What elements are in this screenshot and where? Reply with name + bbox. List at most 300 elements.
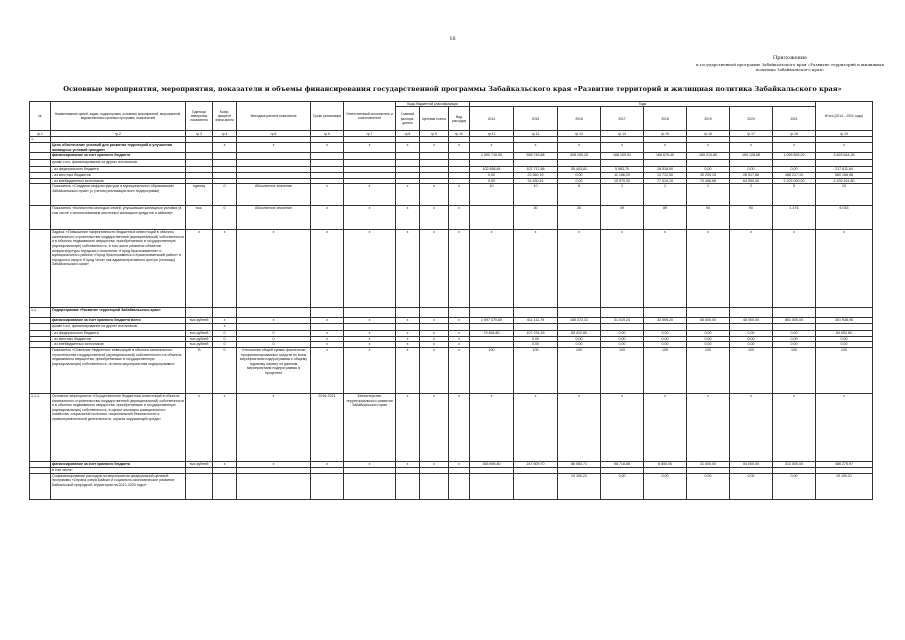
table-cell [514, 324, 558, 331]
table-cell [558, 160, 601, 167]
table-cell: x [237, 143, 311, 153]
table-cell: 0 [237, 331, 311, 337]
table-cell: x [311, 206, 344, 230]
table-cell [344, 308, 396, 318]
row-name-cell: кроме того, финансирование из других источников: [51, 160, 186, 167]
table-cell: x [449, 184, 470, 206]
table-cell: 168 109,51 [601, 153, 644, 160]
table-cell: x [396, 143, 420, 153]
table-cell [470, 206, 514, 230]
table-cell: 0,00 [730, 331, 773, 337]
table-cell: x [237, 230, 311, 308]
table-cell: x [558, 230, 601, 308]
table-cell: 165 210,80 [687, 153, 730, 160]
table-cell: 10 [514, 184, 558, 206]
table-cell: 1 [601, 184, 644, 206]
table-cell: x [730, 230, 773, 308]
table-cell: 102 658,84 [470, 167, 514, 173]
table-cell: 0,00 [687, 336, 730, 342]
table-cell: x [237, 393, 311, 461]
table-cell: x [213, 461, 237, 467]
table-row [30, 393, 873, 461]
table-header [30, 102, 873, 137]
table-cell: x [420, 347, 449, 393]
table-cell: x [420, 331, 449, 337]
table-cell [420, 160, 449, 167]
table-cell: x [344, 347, 396, 393]
table-cell: 0,00 [773, 331, 816, 337]
table-cell: 411 111,79 [514, 318, 558, 324]
table-cell: x [344, 143, 396, 153]
table-cell: x [311, 342, 344, 348]
table-row [30, 473, 873, 499]
table-cell: 0,00 [773, 342, 816, 348]
column-number: гр.2 [51, 131, 186, 137]
table-cell: 100 [514, 347, 558, 393]
table-cell: 86 083,71 [558, 461, 601, 467]
table-cell [601, 324, 644, 331]
table-cell [687, 324, 730, 331]
table-cell: 100 [687, 347, 730, 393]
table-cell: x [344, 318, 396, 324]
table-cell: 70 496,68 [687, 178, 730, 184]
table-cell [213, 153, 237, 160]
table-cell: 308 199,25 [558, 153, 601, 160]
table-cell: Отношение общей суммы фактически профинансированных средств по всем мероприятиям подпрограммы к общему годовому лимиту по данным мероприятиям подпрограммы в процентах [237, 347, 311, 393]
table-cell: 166 679,40 [644, 153, 687, 160]
row-name-cell: - из местных бюджетов [51, 336, 186, 342]
table-cell: x [420, 184, 449, 206]
column-number: гр.12 [514, 131, 558, 137]
column-number: гр.8 [396, 131, 420, 137]
row-name-cell: - из внебюджетных источников [51, 342, 186, 348]
table-cell: x [514, 393, 558, 461]
table-cell [558, 324, 601, 331]
table-cell: 79 464,80 [470, 331, 514, 337]
table-cell: 15 575,30 [601, 178, 644, 184]
row-name-cell: в том числе: [51, 467, 186, 473]
column-number: гр.15 [644, 131, 687, 137]
column-number: гр.18 [773, 131, 816, 137]
table-cell: x [213, 324, 237, 331]
table-cell [186, 324, 213, 331]
row-name-cell: Софинансирование расходов на мероприятия федеральной целевой программы «Охрана озера Байкал и социально-экономическое развитие Байкальской природной территории на 2012-2020 годы» [51, 473, 186, 499]
table-cell: x [344, 230, 396, 308]
table-cell: x [449, 342, 470, 348]
table-cell: 6 015 [816, 206, 873, 230]
table-cell: 107 717,88 [514, 167, 558, 173]
table-cell: x [449, 393, 470, 461]
table-cell [311, 473, 344, 499]
table-cell: 55 443,81 [558, 167, 601, 173]
table-cell [186, 308, 213, 318]
header-name: Наименование целей, задач, подпрограмм, основных мероприятий, мероприятий, ведомственных целевых программ, показателей [51, 102, 186, 131]
table-cell [420, 473, 449, 499]
table-cell: единиц [186, 184, 213, 206]
table-cell: x [420, 230, 449, 308]
table-cell: 1 099 893,20 [773, 153, 816, 160]
table-cell: x [344, 342, 396, 348]
table-cell [311, 153, 344, 160]
table-cell: 0,00 [644, 473, 687, 499]
table-cell: тыс.рублей [186, 336, 213, 342]
table-cell: x [470, 393, 514, 461]
row-name-cell: Цель обеспечение условий для развития территорий и улучшения жилищных условий граждан» [51, 143, 186, 153]
table-cell [644, 160, 687, 167]
table-cell: 0 [237, 336, 311, 342]
table-cell: 10 [816, 184, 873, 206]
table-cell: 301 938,95 [816, 318, 873, 324]
table-cell [396, 324, 420, 331]
table-cell: 30 [514, 206, 558, 230]
table-cell: 0 [213, 206, 237, 230]
table-cell: 28 517,88 [730, 172, 773, 178]
table-cell [311, 324, 344, 331]
table-cell: 16 518,90 [644, 167, 687, 173]
table-cell: 100 [730, 347, 773, 393]
row-name-cell: - из местных бюджетов [51, 172, 186, 178]
header-unit: Единица измерения показателя [186, 102, 213, 131]
table-cell: 100 [816, 347, 873, 393]
table-cell [514, 473, 558, 499]
table-cell: 0,00 [470, 178, 514, 184]
table-cell: 596 745,88 [514, 153, 558, 160]
table-cell: тыс. [186, 206, 213, 230]
table-cell: 0,00 [644, 331, 687, 337]
header-year: 2020 [730, 107, 773, 131]
table-cell: 65 000,00 [687, 318, 730, 324]
table-cell: % [186, 347, 213, 393]
table-cell: x [311, 230, 344, 308]
table-cell: x [311, 461, 344, 467]
table-cell: 94 [687, 206, 730, 230]
table-cell: 0,00 [773, 336, 816, 342]
table-cell [644, 308, 687, 318]
column-number: гр.5 [237, 131, 311, 137]
table-cell [237, 324, 311, 331]
table-cell: 0,00 [644, 336, 687, 342]
table-cell: x [396, 184, 420, 206]
table-cell: x [344, 461, 396, 467]
table-cell: 100 [644, 347, 687, 393]
table-cell: x [730, 393, 773, 461]
table-cell [30, 160, 51, 167]
column-number: гр.9 [420, 131, 449, 137]
table-cell: тыс.рублей [186, 318, 213, 324]
table-cell: 98 718,86 [601, 461, 644, 467]
table-cell: 1. [30, 137, 51, 143]
table-cell: 31 019,24 [601, 318, 644, 324]
table-cell [470, 324, 514, 331]
column-number: гр.7 [344, 131, 396, 137]
table-cell: 0,00 [601, 342, 644, 348]
table-cell: x [396, 318, 420, 324]
table-cell: 19 190,21 [816, 473, 873, 499]
table-cell: 107 234,39 [514, 331, 558, 337]
table-cell: x [644, 143, 687, 153]
table-cell: 1 [644, 184, 687, 206]
table-cell: 365 896,80 [470, 461, 514, 467]
header-year: 2016 [558, 107, 601, 131]
table-cell: 0,00 [514, 342, 558, 348]
table-cell [311, 160, 344, 167]
table-cell: 0,00 [773, 473, 816, 499]
table-cell [30, 153, 51, 160]
table-cell: x [449, 318, 470, 324]
row-name-cell: кроме того, финансирование из других источников: [51, 324, 186, 331]
table-cell: 247 609,70 [514, 461, 558, 467]
table-cell: x [396, 342, 420, 348]
appendix-line-2: политика Забайкальского края» [755, 67, 825, 73]
table-cell [470, 308, 514, 318]
table-cell: 0,00 [601, 336, 644, 342]
program-table [29, 101, 873, 500]
table-cell: 31 630,51 [514, 178, 558, 184]
table-cell [30, 473, 51, 499]
table-cell: 77 519,19 [644, 178, 687, 184]
table-cell: 0 [213, 184, 237, 206]
table-cell [449, 308, 470, 318]
table-cell: 217 811,84 [816, 167, 873, 173]
table-cell: 2 439 161,80 [816, 178, 873, 184]
table-cell [213, 473, 237, 499]
table-cell [816, 308, 873, 318]
table-row [30, 160, 873, 167]
table-cell [644, 324, 687, 331]
table-cell: 580 158,98 [816, 172, 873, 178]
column-number: гр.11 [470, 131, 514, 137]
table-cell: x [449, 336, 470, 342]
table-cell: 26 [558, 206, 601, 230]
header-code: Целевая статья [420, 107, 449, 131]
table-row [30, 230, 873, 308]
table-cell [773, 160, 816, 167]
table-cell [396, 308, 420, 318]
column-number: гр.13 [558, 131, 601, 137]
table-cell: 33 559,20 [644, 318, 687, 324]
column-number: гр.16 [687, 131, 730, 137]
table-cell: 64 550,06 [730, 178, 773, 184]
row-name-cell: - из внебюджетных источников [51, 178, 186, 184]
table-cell: 1 [687, 184, 730, 206]
row-name-cell: Показатель «Создание инфраструктуры в муниципальных образованиях Забайкальского края» (с учетом реализации всех подпрограмм) [51, 184, 186, 206]
table-cell: 0,00 [687, 342, 730, 348]
table-cell: 0 [237, 342, 311, 348]
table-cell: 1.1.1. [30, 393, 51, 461]
table-cell: 2 [730, 184, 773, 206]
row-name-cell: Показатель «Освоение бюджетных инвестиций в объекты капитального строительства государственной (муниципальной) собственности и в объекты недвижимого имущества, приобретаемые в государственную (муниципальную) собственность, по всем мероприятиям подпрограммы» [51, 347, 186, 393]
table-cell: 169 128,68 [730, 153, 773, 160]
column-number: гр.19 [816, 131, 873, 137]
table-cell: 54 000,00 [730, 461, 773, 467]
table-cell [730, 308, 773, 318]
table-cell [558, 308, 601, 318]
appendix-title: Приложение [772, 55, 808, 61]
appendix-line-1: к государственной программе Забайкальского края «Развитие территорий и жилищная [696, 61, 884, 67]
table-cell: x [311, 336, 344, 342]
table-cell: 100 [601, 347, 644, 393]
table-cell: x [396, 206, 420, 230]
table-cell: 0,00 [601, 473, 644, 499]
table-cell [237, 153, 311, 160]
table-cell: x [311, 184, 344, 206]
table-cell: Абсолютное значение [237, 184, 311, 206]
table-cell: x [186, 230, 213, 308]
header-year: 2017 [601, 107, 644, 131]
table-cell: 30 209,15 [687, 172, 730, 178]
table-cell: 0 [213, 336, 237, 342]
table-cell: x [420, 318, 449, 324]
table-cell: 0,00 [730, 342, 773, 348]
header-num: № [30, 102, 51, 131]
table-cell: 1 090 718,50 [470, 153, 514, 160]
table-cell [237, 473, 311, 499]
header-year: 2014 [470, 107, 514, 131]
table-cell: 13 712,50 [644, 172, 687, 178]
table-cell: тыс.рублей [186, 331, 213, 337]
table-cell: 1.1. [30, 308, 51, 318]
table-cell [396, 473, 420, 499]
table-cell: x [396, 461, 420, 467]
table-cell: 0,00 [470, 172, 514, 178]
row-name-cell: финансирование за счет краевого бюджета всего [51, 318, 186, 324]
table-cell: x [186, 393, 213, 461]
table-cell: 0 [213, 347, 237, 393]
table-cell: x [420, 336, 449, 342]
table-cell: 0,00 [730, 336, 773, 342]
table-cell: x [237, 461, 311, 467]
table-cell: 49 [601, 206, 644, 230]
table-cell: x [396, 230, 420, 308]
table-cell: тыс.рублей [186, 461, 213, 467]
table-cell [344, 324, 396, 331]
header-code: Главный распоря-дитель [396, 107, 420, 131]
table-cell: x [514, 143, 558, 153]
table-cell: 486 275,97 [816, 461, 873, 467]
table-cell: x [396, 347, 420, 393]
table-cell: x [816, 230, 873, 308]
table-cell [816, 160, 873, 167]
table-cell [816, 324, 873, 331]
table-cell [449, 473, 470, 499]
table-cell [186, 153, 213, 160]
table-cell: 0,00 [687, 473, 730, 499]
table-row [30, 206, 873, 230]
table-cell [773, 308, 816, 318]
table-cell [186, 143, 213, 153]
table-cell: 90 [730, 206, 773, 230]
table-cell: 0,00 [514, 336, 558, 342]
table-cell [420, 324, 449, 331]
table-cell: 85 412,80 [558, 331, 601, 337]
table-cell [514, 308, 558, 318]
table-cell: x [449, 331, 470, 337]
table-cell: Абсолютное значение [237, 206, 311, 230]
page-number: 16 [449, 36, 456, 42]
table-row [30, 324, 873, 331]
column-number: гр.17 [730, 131, 773, 137]
appendix-note [690, 56, 890, 73]
header-year: 2019 [687, 107, 730, 131]
table-cell [213, 160, 237, 167]
table-cell [396, 160, 420, 167]
table-cell: 0,00 [730, 473, 773, 499]
table-cell: тыс.рублей [186, 342, 213, 348]
table-cell: x [344, 336, 396, 342]
table-cell: x [311, 318, 344, 324]
row-name-cell: финансирование за счет краевого бюджета [51, 461, 186, 467]
column-number: гр.10 [449, 131, 470, 137]
table-cell: 48 000,00 [730, 318, 773, 324]
header-year: 2018 [644, 107, 687, 131]
table-cell: Министерство территориального развития Забайкальского края [344, 393, 396, 461]
table-cell [420, 153, 449, 160]
table-cell [470, 160, 514, 167]
table-cell [30, 143, 51, 153]
table-cell: x [730, 143, 773, 153]
header-codes-group: Коды бюджетной классификации [396, 102, 470, 107]
table-cell: x [420, 393, 449, 461]
row-name-cell: Подпрограмма «Развитие территорий Забайкальского края» [51, 308, 186, 318]
table-cell: x [470, 230, 514, 308]
column-number: гр.14 [601, 131, 644, 137]
table-cell [730, 324, 773, 331]
table-cell [344, 473, 396, 499]
table-cell: 5 [558, 184, 601, 206]
table-cell: 2016-2021 [311, 393, 344, 461]
table-cell: x [213, 393, 237, 461]
table-cell: x [311, 331, 344, 337]
table-cell: x [773, 143, 816, 153]
row-name-cell: - из федерального бюджета [51, 331, 186, 337]
table-cell: x [687, 393, 730, 461]
column-number: гр.4 [213, 131, 237, 137]
table-cell: x [687, 230, 730, 308]
table-cell: 0,00 [816, 342, 873, 348]
table-cell: 0,00 [773, 167, 816, 173]
table-cell: x [213, 230, 237, 308]
row-name-cell: финансирование за счет краевого бюджета [51, 153, 186, 160]
table-cell: x [420, 342, 449, 348]
header-term: Сроки реализации [311, 102, 344, 131]
table-cell: 0,00 [687, 167, 730, 173]
table-cell: 100 [558, 347, 601, 393]
table-cell [514, 160, 558, 167]
table-cell: 0 [213, 342, 237, 348]
table-cell: 0 [213, 331, 237, 337]
table-cell: 5 [773, 184, 816, 206]
table-cell: 3 829 644,26 [816, 153, 873, 160]
table-cell: x [396, 393, 420, 461]
table-cell: 1 097 470,80 [470, 318, 514, 324]
table-cell: 5 983,70 [601, 167, 644, 173]
table-cell: x [601, 143, 644, 153]
table-cell [344, 153, 396, 160]
table-cell [773, 324, 816, 331]
table-row [30, 143, 873, 153]
table-body [30, 137, 873, 499]
table-cell [213, 308, 237, 318]
column-number: гр.3 [186, 131, 213, 137]
table-cell [420, 308, 449, 318]
table-cell: 84 652,80 [816, 331, 873, 337]
table-cell: x [344, 331, 396, 337]
table-cell [186, 473, 213, 499]
table-cell [470, 473, 514, 499]
table-cell: x [344, 184, 396, 206]
table-cell: 0,00 [601, 331, 644, 337]
table-cell: x [311, 143, 344, 153]
